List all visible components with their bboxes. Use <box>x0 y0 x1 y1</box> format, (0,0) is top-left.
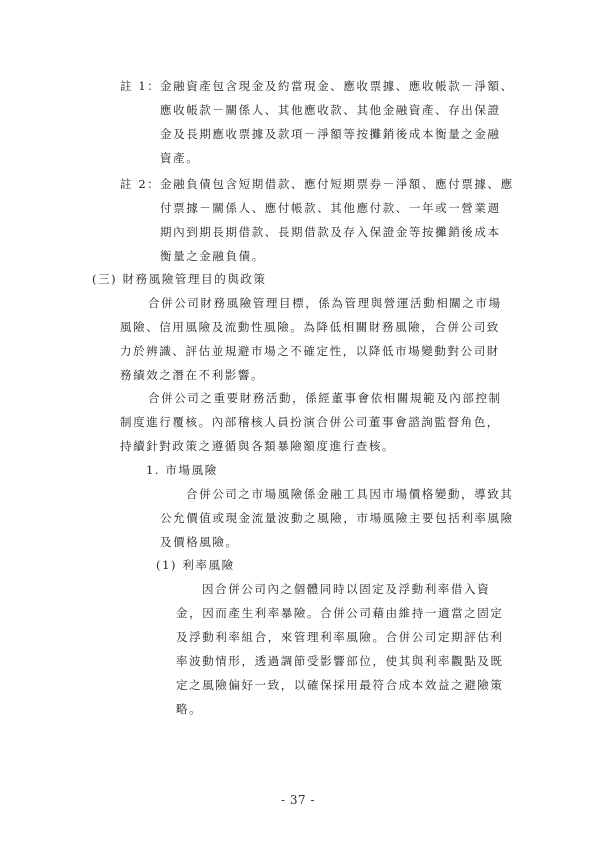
note-1-line-1: 金融資產包含現金及約當現金、應收票據、應收帳款－淨額、 <box>160 79 514 93</box>
paragraph-4-line-2: 金，因而產生利率暴險。合併公司藉由維持一適當之固定 <box>176 606 504 620</box>
note-2-label: 註 2： <box>120 177 161 191</box>
page-number: - 37 - <box>280 793 315 807</box>
paragraph-2-line-3: 持續針對政策之遵循與各類暴險額度進行查核。 <box>120 439 396 453</box>
note-1-line-4: 資產。 <box>160 151 200 165</box>
paragraph-1-line-2: 風險、信用風險及流動性風險。為降低相關財務風險，合併公司致 <box>120 320 500 334</box>
section-heading: (三) 財務風險管理目的與政策 <box>92 272 267 286</box>
paragraph-4-line-4: 率波動情形，透過調節受影響部位，使其與利率觀點及既 <box>176 654 504 668</box>
paragraph-4-line-5: 定之風險偏好一致，以確保採用最符合成本效益之避險策 <box>176 678 504 692</box>
paragraph-3-line-2: 公允價值或現金流量波動之風險，市場風險主要包括利率風險 <box>160 511 514 525</box>
paragraph-2-line-1: 合併公司之重要財務活動，係經董事會依相關規範及內部控制 <box>148 391 502 405</box>
paragraph-1-line-4: 務績效之潛在不利影響。 <box>120 368 265 382</box>
paragraph-1-line-1: 合併公司財務風險管理目標，係為管理與營運活動相關之市場 <box>148 296 502 310</box>
paragraph-4-line-6: 略。 <box>176 702 203 716</box>
note-2-line-2: 付票據－關係人、應付帳款、其他應付款、一年或一營業週 <box>160 201 501 215</box>
paragraph-3-line-3: 及價格風險。 <box>160 535 239 549</box>
paragraph-2-line-2: 制度進行覆核。內部稽核人員扮演合併公司董事會諮詢監督角色， <box>120 415 500 429</box>
paragraph-4-line-1: 因合併公司內之個體同時以固定及浮動利率借入資 <box>202 582 491 596</box>
subheading-interest-rate-risk: (1) 利率風險 <box>156 558 235 572</box>
note-2-line-4: 衡量之金融負債。 <box>160 249 265 263</box>
subheading-market-risk: 1. 市場風險 <box>146 463 218 477</box>
note-1-line-3: 金及長期應收票據及款項－淨額等按攤銷後成本衡量之金融 <box>160 127 501 141</box>
paragraph-3-line-1: 合併公司之市場風險係金融工具因市場價格變動，導致其 <box>186 487 514 501</box>
note-2-line-3: 期內到期長期借款、長期借款及存入保證金等按攤銷後成本 <box>160 225 501 239</box>
note-1-label: 註 1： <box>120 79 161 93</box>
paragraph-4-line-3: 及浮動利率組合，來管理利率風險。合併公司定期評估利 <box>176 630 504 644</box>
note-2-line-1: 金融負債包含短期借款、應付短期票券－淨額、應付票據、應 <box>160 177 514 191</box>
paragraph-1-line-3: 力於辨識、評估並規避市場之不確定性，以降低市場變動對公司財 <box>120 344 500 358</box>
note-1-line-2: 應收帳款－關係人、其他應收款、其他金融資產、存出保證 <box>160 103 501 117</box>
